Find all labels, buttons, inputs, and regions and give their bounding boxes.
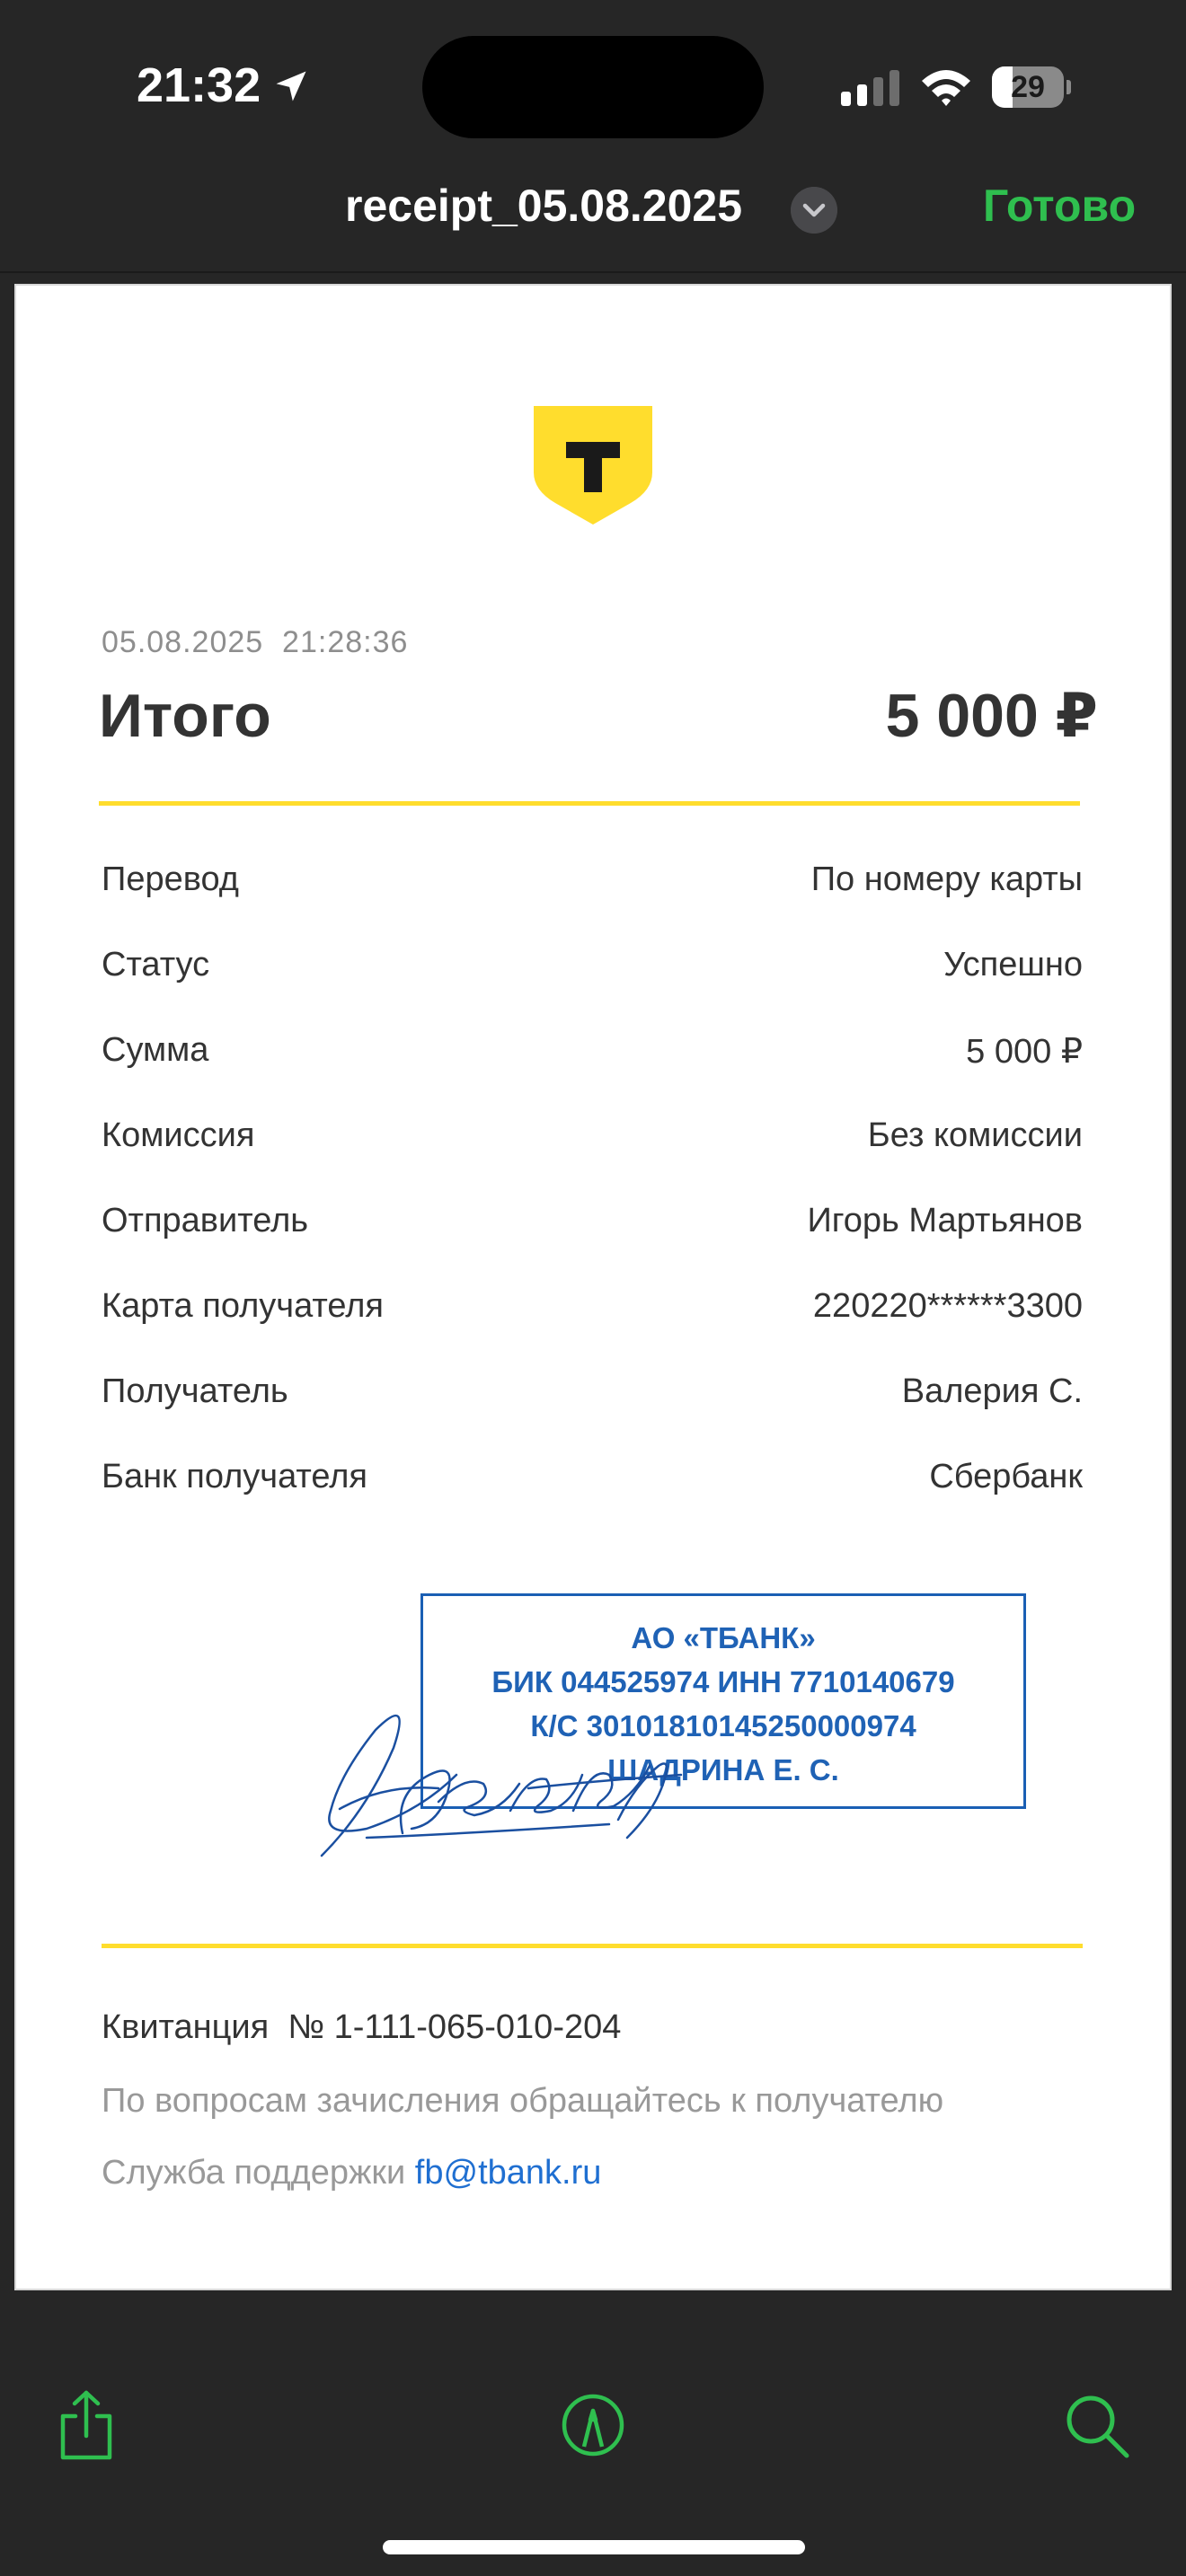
signature (313, 1676, 708, 1865)
divider-top (99, 801, 1080, 806)
row-label: Карта получателя (102, 1287, 384, 1325)
info-note: По вопросам зачисления обращайтесь к получателю (102, 2082, 944, 2120)
stamp-line: БИК 044525974 ИНН 7710140679 (491, 1665, 955, 1698)
share-icon[interactable] (50, 2389, 122, 2461)
row-label: Комиссия (102, 1116, 255, 1154)
battery-percent: 29 (1011, 70, 1045, 104)
detail-row (102, 1031, 1083, 1085)
stamp-line: ШАДРИНА Е. С. (607, 1753, 839, 1786)
row-value: По номеру карты (810, 860, 1083, 898)
row-label: Отправитель (102, 1202, 309, 1239)
detail-row (102, 1458, 1083, 1512)
total-label: Итого (99, 682, 271, 750)
detail-row (102, 1372, 1083, 1426)
total-amount: 5 000 ₽ (885, 682, 1098, 750)
chevron-down-icon[interactable] (791, 187, 837, 234)
detail-row (102, 860, 1083, 914)
done-button[interactable]: Готово (983, 181, 1137, 231)
detail-row (102, 1202, 1083, 1256)
support-label: Служба поддержки (102, 2154, 406, 2192)
row-value: Игорь Мартьянов (807, 1202, 1083, 1239)
battery-tip (1067, 80, 1071, 94)
row-value: 5 000 ₽ (966, 1033, 1083, 1071)
search-icon[interactable] (1060, 2389, 1132, 2461)
detail-row (102, 1116, 1083, 1170)
battery-body (992, 66, 1064, 108)
row-value: Сбербанк (929, 1458, 1083, 1495)
nav-divider (0, 271, 1186, 273)
row-label: Перевод (102, 860, 239, 898)
detail-row (102, 1287, 1083, 1341)
cellular-signal-icon (839, 68, 902, 108)
row-value: Успешно (943, 946, 1083, 984)
row-label: Сумма (102, 1031, 209, 1069)
receipt-number: Квитанция № 1-111-065-010-204 (102, 2008, 622, 2046)
divider-bottom (102, 1944, 1083, 1948)
dynamic-island (422, 36, 764, 138)
wifi-icon (918, 65, 974, 110)
status-time: 21:32 (137, 58, 261, 112)
transaction-datetime: 05.08.2025 21:28:36 (102, 625, 409, 659)
document-title[interactable]: receipt_05.08.2025 (345, 181, 743, 231)
stamp-line: К/С 30101810145250000974 (530, 1709, 916, 1742)
support-email-link[interactable]: fb@tbank.ru (414, 2154, 602, 2192)
location-arrow-icon (271, 66, 311, 106)
row-value: Валерия С. (901, 1372, 1083, 1410)
row-value: 220220******3300 (812, 1287, 1083, 1325)
receipt-document (16, 286, 1170, 2289)
stamp-line: АО «ТБАНК» (631, 1621, 816, 1654)
row-label: Статус (102, 946, 210, 984)
battery-indicator (992, 66, 1071, 108)
home-indicator (383, 2540, 805, 2554)
tbank-logo-icon (532, 404, 654, 526)
row-value: Без комиссии (867, 1116, 1083, 1154)
markup-icon[interactable] (557, 2389, 629, 2461)
row-label: Получатель (102, 1372, 288, 1410)
row-label: Банк получателя (102, 1458, 367, 1495)
support-line (102, 2154, 601, 2192)
detail-row (102, 946, 1083, 1000)
